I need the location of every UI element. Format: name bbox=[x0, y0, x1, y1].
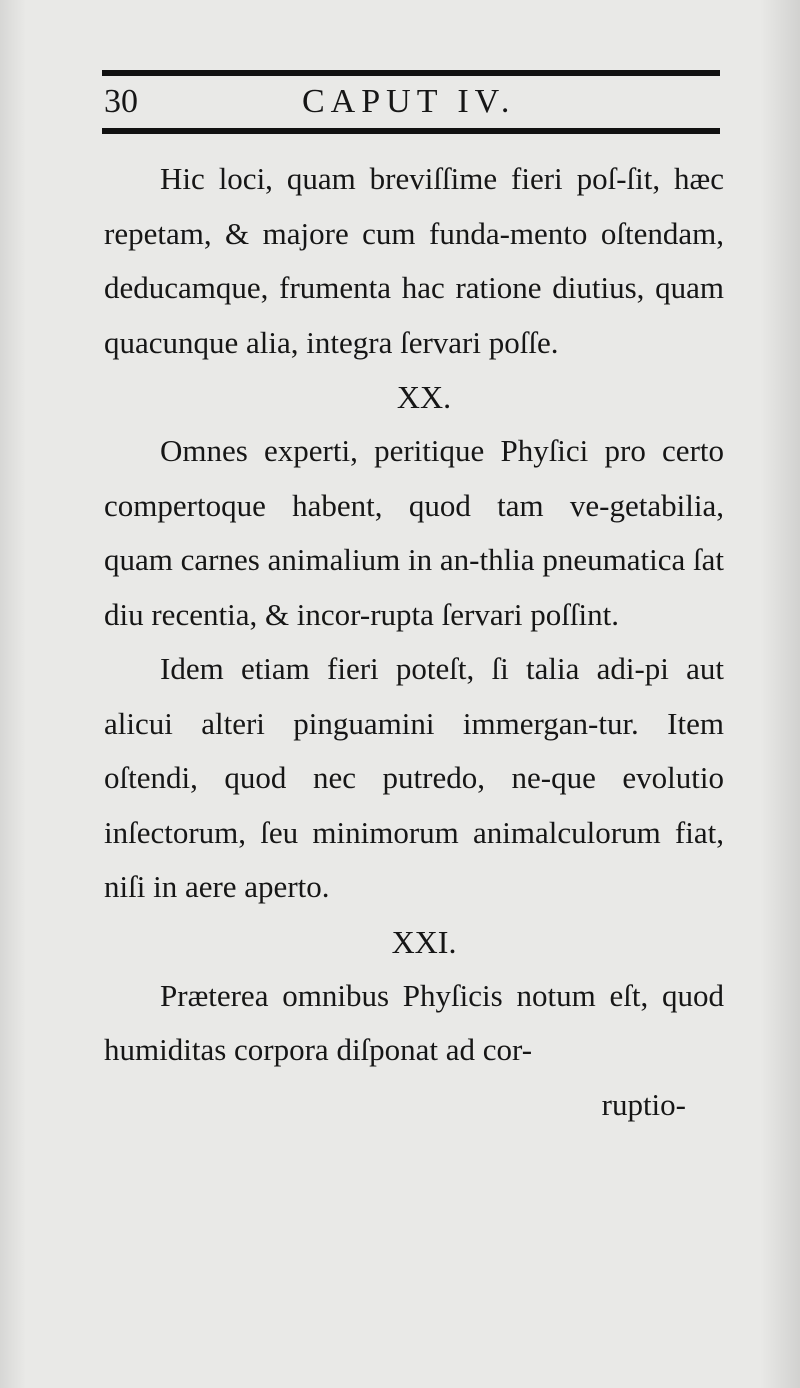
paragraph-xxi-1: Præterea omnibus Phyſicis notum eſt, quod humiditas corpora diſponat ad cor- bbox=[104, 977, 724, 1067]
section-number-xx: XX. bbox=[396, 379, 452, 415]
body-text bbox=[104, 152, 724, 1132]
paragraph-xx-1: Omnes experti, peritique Phyſici pro certo compertoque habent, quod tam ve-getabilia, quam carnes animalium in an-thlia pneumatica ſat diu recentia, & incor-rupta ſervari poſſint. bbox=[104, 433, 724, 632]
page-number: 30 bbox=[104, 83, 138, 120]
chapter-title: CAPUT IV. bbox=[302, 83, 516, 120]
catchword: ruptio- bbox=[601, 1086, 686, 1122]
paragraph-xx-2: Idem etiam fieri poteſt, ſi talia adi-pi aut alicui alteri pinguamini immergan-tur. Item oſtendi, quod nec putredo, ne-que evolutio inſectorum, ſeu minimorum animalculorum fiat, niſi in aere aperto. bbox=[104, 651, 724, 904]
section-number-xxi: XXI. bbox=[391, 923, 457, 960]
paragraph-intro: Hic loci, quam breviſſime fieri poſ-ſit, hæc repetam, & majore cum funda-mento oſtendam, deducamque, frumenta hac ratione diutius, quam quacunque alia, integra ſervari poſſe. bbox=[104, 161, 724, 360]
header-rule-bottom bbox=[102, 128, 720, 134]
running-head bbox=[102, 76, 720, 126]
